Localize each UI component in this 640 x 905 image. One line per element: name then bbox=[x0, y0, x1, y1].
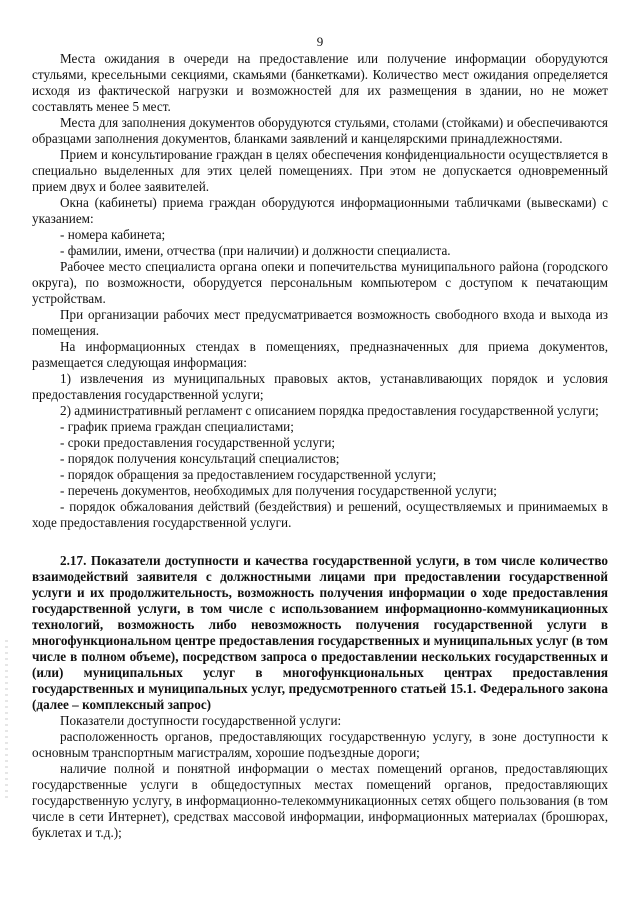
section-heading-2-17: 2.17. Показатели доступности и качества государственной услуги, в том числе количество взаимодействий заявителя с должностными лицами при предоставлении государственной услуги и их продолжительность, возможность получения информации о ходе предоставления государственной услуги, в том числе с использованием информационно-коммуникационных технологий, возможность либо невозможность получения государственной услуги в многофункциональном центре предоставления государственных и муниципальных услуг (в том числе в полном объеме), посредством запроса о предоставлении нескольких государственных и (или) муниципальных услуг в многофункциональных центрах предоставления государственных и муниципальных услуг, предусмотренного статьей 15.1. Федерального закона (далее – комплексный запрос) bbox=[32, 553, 608, 712]
page-number: 9 bbox=[316, 34, 324, 49]
paragraph-regulation: 2) административный регламент с описанием порядка предоставления государственной услуги; bbox=[60, 403, 599, 418]
document-body bbox=[32, 51, 608, 841]
list-item: - сроки предоставления государственной услуги; bbox=[60, 435, 336, 450]
list-item: - порядок обжалования действий (бездействия) и решений, осуществляемых и принимаемых в ходе предоставления государственной услуги. bbox=[32, 499, 608, 530]
paragraph-extracts: 1) извлечения из муниципальных правовых актов, устанавливающих порядок и условия предоставления государственной услуги; bbox=[32, 371, 608, 402]
paragraph-info-stands: На информационных стендах в помещениях, предназначенных для приема документов, размещается следующая информация: bbox=[32, 339, 608, 370]
list-item: - график приема граждан специалистами; bbox=[60, 419, 294, 434]
paragraph-location: расположенность органов, предоставляющих государственную услугу, в зоне доступности к основным транспортным магистралям, хорошие подъездные дороги; bbox=[32, 729, 608, 760]
paragraph-reception: Прием и консультирование граждан в целях обеспечения конфиденциальности осуществляется в специально выделенных для этих целей помещениях. При этом не допускается одновременный прием двух и более заявителей. bbox=[32, 147, 608, 194]
list-item: - номера кабинета; bbox=[60, 227, 166, 242]
list-item: - перечень документов, необходимых для получения государственной услуги; bbox=[60, 483, 497, 498]
paragraph-information: наличие полной и понятной информации о местах помещений органов, предоставляющих государственные услуги в общедоступных местах помещений органов, предоставляющих государственную услугу, в информационно-телекоммуникационных сетях общего пользования (в том числе в сети Интернет), средствах массовой информации, информационных материалах (брошюрах, буклетах и т.д.); bbox=[32, 761, 608, 840]
list-item: - порядок обращения за предоставлением государственной услуги; bbox=[60, 467, 437, 482]
list-item: - порядок получения консультаций специалистов; bbox=[60, 451, 340, 466]
scan-margin-mark bbox=[5, 640, 8, 800]
paragraph-accessibility: Показатели доступности государственной услуги: bbox=[60, 713, 342, 728]
paragraph-waiting-places: Места ожидания в очереди на предоставление или получение информации оборудуются стульями, кресельными секциями, скамьями (банкетками). Количество мест ожидания определяется исходя из фактической нагрузки и возможностей для их размещения в здании, но не может составлять менее 5 мест. bbox=[32, 51, 608, 114]
paragraph-workplace: Рабочее место специалиста органа опеки и попечительства муниципального района (городского округа), по возможности, оборудуется персональным компьютером с доступом к печатающим устройствам. bbox=[32, 259, 608, 306]
paragraph-filling-places: Места для заполнения документов оборудуются стульями, столами (стойками) и обеспечиваются образцами заполнения документов, бланками заявлений и канцелярскими принадлежностями. bbox=[32, 115, 608, 146]
paragraph-windows: Окна (кабинеты) приема граждан оборудуются информационными табличками (вывесками) с указанием: bbox=[32, 195, 608, 226]
list-item: - фамилии, имени, отчества (при наличии) и должности специалиста. bbox=[60, 243, 451, 258]
paragraph-free-access: При организации рабочих мест предусматривается возможность свободного входа и выхода из помещения. bbox=[32, 307, 608, 338]
